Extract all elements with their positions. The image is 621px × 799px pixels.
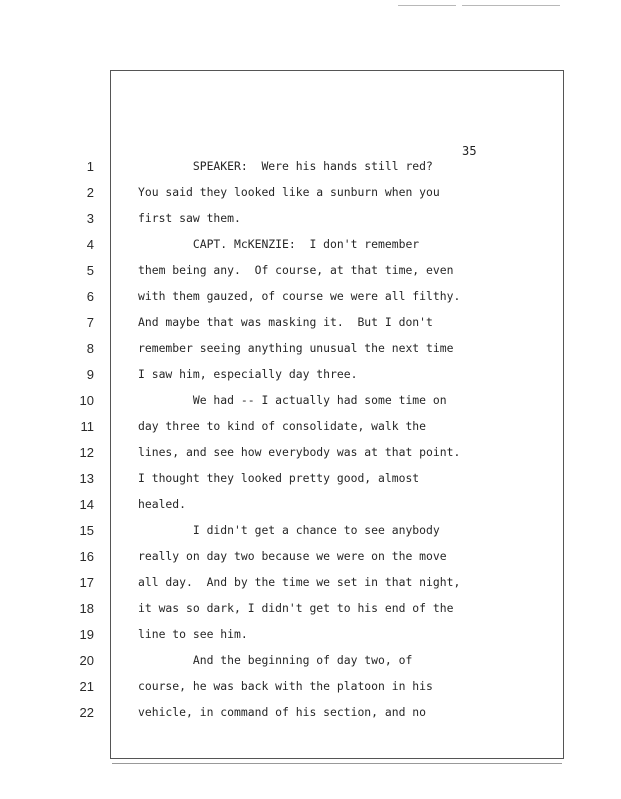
- line-number: 20: [79, 653, 94, 668]
- line-number: 22: [79, 705, 94, 720]
- top-scan-rule: [398, 5, 456, 6]
- line-number: 2: [86, 185, 94, 200]
- transcript-line: CAPT. McKENZIE: I don't remember: [138, 237, 420, 251]
- line-number: 10: [79, 393, 94, 408]
- transcript-line: SPEAKER: Were his hands still red?: [138, 159, 433, 173]
- line-number: 6: [86, 289, 94, 304]
- transcript-line: I saw him, especially day three.: [138, 367, 358, 381]
- transcript-line: it was so dark, I didn't get to his end of the: [138, 601, 454, 615]
- line-number: 8: [86, 341, 94, 356]
- transcript-line: You said they looked like a sunburn when you: [138, 185, 440, 199]
- transcript-line: them being any. Of course, at that time, even: [138, 263, 454, 277]
- transcript-line: And maybe that was masking it. But I don't: [138, 315, 433, 329]
- transcript-line: vehicle, in command of his section, and no: [138, 705, 427, 719]
- transcript-line: day three to kind of consolidate, walk the: [138, 419, 427, 433]
- line-number: 18: [79, 601, 94, 616]
- line-number: 1: [86, 159, 94, 174]
- transcript-line: remember seeing anything unusual the next time: [138, 341, 454, 355]
- line-number: 21: [79, 679, 94, 694]
- line-number: 13: [79, 471, 94, 486]
- line-number: 11: [80, 419, 94, 434]
- page-number: 35: [462, 144, 477, 158]
- transcript-line: line to see him.: [138, 627, 248, 641]
- line-number: 16: [79, 549, 94, 564]
- bottom-rule: [112, 763, 562, 764]
- line-number: 4: [86, 237, 94, 252]
- transcript-line: We had -- I actually had some time on: [138, 393, 447, 407]
- transcript-line: first saw them.: [138, 211, 241, 225]
- transcript-line: I didn't get a chance to see anybody: [138, 523, 440, 537]
- transcript-line: lines, and see how everybody was at that point.: [138, 445, 461, 459]
- transcript-line: course, he was back with the platoon in his: [138, 679, 433, 693]
- transcript-line: And the beginning of day two, of: [138, 653, 413, 667]
- line-number: 19: [79, 627, 94, 642]
- line-number: 7: [86, 315, 94, 330]
- transcript-line: all day. And by the time we set in that night,: [138, 575, 461, 589]
- transcript-line: I thought they looked pretty good, almost: [138, 471, 420, 485]
- line-number: 9: [86, 367, 94, 382]
- line-number: 17: [79, 575, 94, 590]
- line-number: 5: [86, 263, 94, 278]
- line-number: 3: [86, 211, 94, 226]
- line-number: 15: [79, 523, 94, 538]
- transcript-line: with them gauzed, of course we were all filthy.: [138, 289, 461, 303]
- top-scan-rule: [462, 5, 560, 6]
- transcript-line: healed.: [138, 497, 187, 511]
- line-number: 12: [79, 445, 94, 460]
- transcript-line: really on day two because we were on the move: [138, 549, 447, 563]
- line-number: 14: [79, 497, 94, 512]
